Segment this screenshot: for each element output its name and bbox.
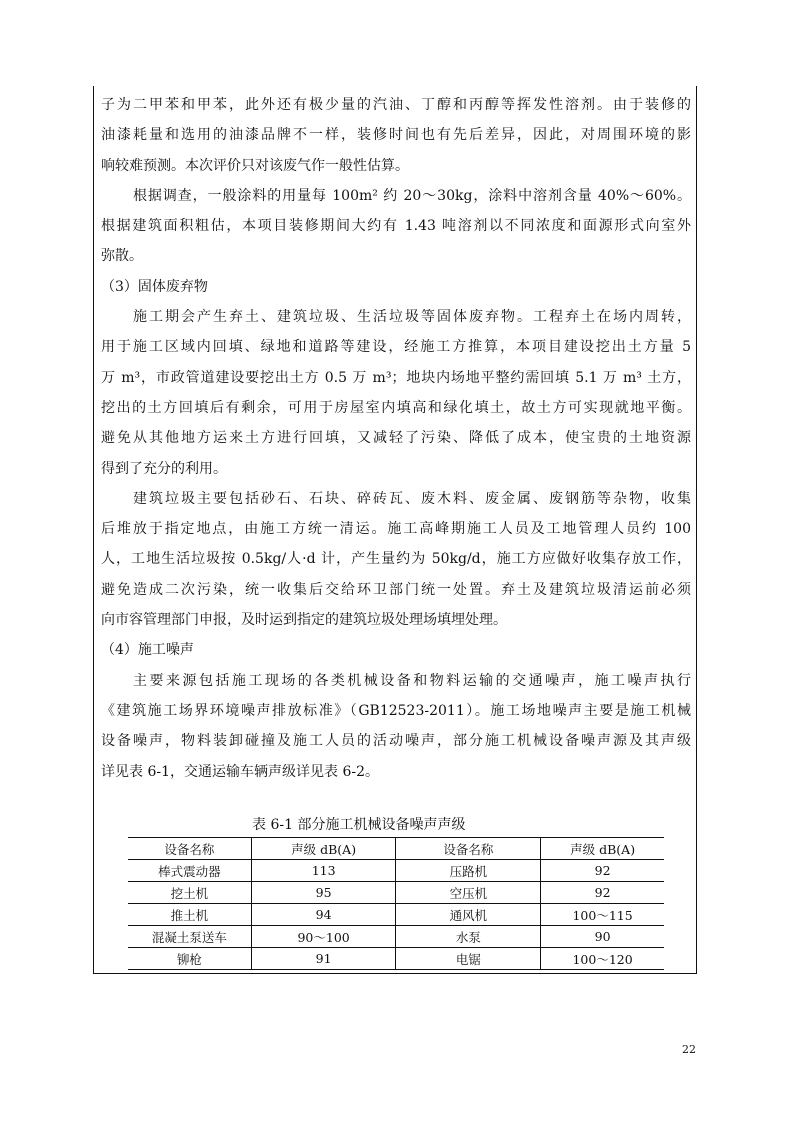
table-cell: 推土机 xyxy=(170,907,209,923)
text-line: （4）施工噪声 xyxy=(101,642,194,659)
text-line: 避免从其他地方运来土方进行回填，又减轻了污染、降低了成本，使宝贵的土地资源 xyxy=(101,430,691,447)
table-cell: 91 xyxy=(251,948,396,970)
text-line: 得到了充分的利用。 xyxy=(101,460,227,477)
table-row xyxy=(128,860,664,882)
paragraph xyxy=(101,484,691,635)
text-line: （3）固体废弃物 xyxy=(101,278,208,295)
table-cell: 空压机 xyxy=(396,882,541,904)
table-caption: 表 6-1 部分施工机械设备噪声声级 xyxy=(252,817,466,833)
text-line: 子为二甲苯和甲苯，此外还有极少量的汽油、丁醇和丙醇等挥发性溶剂。由于装修的 xyxy=(101,97,691,113)
table-cell: 电锯 xyxy=(396,948,541,970)
table-row xyxy=(128,882,664,904)
section-heading xyxy=(101,635,691,665)
text-line: 人，工地生活垃圾按 0.5kg/人·d 计，产生量约为 50kg/d，施工方应做好收集存放工作， xyxy=(101,551,691,568)
table-cell: 压路机 xyxy=(396,860,541,882)
table-cell: 通风机 xyxy=(396,904,541,926)
header-cell: 设备名称 xyxy=(164,841,215,857)
table-cell: 铆枪 xyxy=(176,951,202,967)
table-cell: 113 xyxy=(251,860,396,882)
header-cell: 声级 dB(A) xyxy=(541,838,664,860)
table-cell: 棒式震动器 xyxy=(158,863,221,879)
page-number: 22 xyxy=(682,1043,696,1056)
document-body xyxy=(101,90,691,787)
table-cell: 混凝土泵送车 xyxy=(151,929,227,945)
text-line: 用于施工区域内回填、绿地和道路等建设，经施工方推算，本项目建设挖出土方量 5 xyxy=(101,339,691,356)
paragraph xyxy=(101,666,691,787)
text-line: 主要来源包括施工现场的各类机械设备和物料运输的交通噪声，施工噪声执行 xyxy=(133,672,691,689)
text-line: 避免造成二次污染，统一收集后交给环卫部门统一处置。弃土及建筑垃圾清运前必须 xyxy=(101,581,691,598)
text-line: 建筑垃圾主要包括砂石、石块、碎砖瓦、废木料、废金属、废钢筋等杂物，收集 xyxy=(133,490,691,507)
paragraph xyxy=(101,181,691,272)
text-line: 油漆耗量和选用的油漆品牌不一样，装修时间也有先后差异，因此，对周围环境的影 xyxy=(101,127,691,144)
table-header-row xyxy=(128,838,664,860)
table-cell: 挖土机 xyxy=(170,885,209,901)
table-row xyxy=(128,948,664,970)
text-line: 万 m³，市政管道建设要挖出土方 0.5 万 m³；地块内场地平整约需回填 5.1 万 m³ 土方， xyxy=(101,369,691,386)
table-row xyxy=(128,926,664,948)
table-cell: 90～100 xyxy=(251,926,396,948)
text-line: 向市容管理部门申报，及时运到指定的建筑垃圾处理场填埋处理。 xyxy=(101,612,507,629)
header-cell: 声级 dB(A) xyxy=(251,838,396,860)
text-line: 《建筑施工场界环境噪声排放标准》（GB12523-2011）。施工场地噪声主要是施工机械 xyxy=(101,702,691,719)
text-line: 根据建筑面积粗估，本项目装修期间大约有 1.43 吨溶剂以不同浓度和面源形式向室外 xyxy=(101,218,691,235)
paragraph xyxy=(101,302,691,484)
text-line: 弥散。 xyxy=(101,248,143,265)
text-line: 挖出的土方回填后有剩余，可用于房屋室内填高和绿化填土，故土方可实现就地平衡。 xyxy=(101,399,691,416)
table-cell: 92 xyxy=(541,860,664,882)
table-cell: 100～120 xyxy=(541,948,664,970)
table-cell: 90 xyxy=(541,926,664,948)
text-line: 根据调查，一般涂料的用量每 100m² 约 20～30kg，涂料中溶剂含量 40%～60%。 xyxy=(133,187,691,204)
text-line: 设备噪声，物料装卸碰撞及施工人员的活动噪声，部分施工机械设备噪声源及其声级 xyxy=(101,733,691,750)
noise-level-table xyxy=(128,837,664,970)
table-cell: 100～115 xyxy=(541,904,664,926)
table-cell: 92 xyxy=(541,882,664,904)
text-line: 后堆放于指定地点，由施工方统一清运。施工高峰期施工人员及工地管理人员约 100 xyxy=(101,521,691,538)
section-heading xyxy=(101,272,691,302)
header-cell: 设备名称 xyxy=(396,838,541,860)
table-row xyxy=(128,904,664,926)
paragraph xyxy=(101,90,691,181)
text-line: 响较难预测。本次评价只对该废气作一般性估算。 xyxy=(101,157,409,174)
table-cell: 94 xyxy=(251,904,396,926)
table-cell: 95 xyxy=(251,882,396,904)
table-cell: 水泵 xyxy=(396,926,541,948)
text-line: 详见表 6-1，交通运输车辆声级详见表 6-2。 xyxy=(101,763,379,780)
text-line: 施工期会产生弃土、建筑垃圾、生活垃圾等固体废弃物。工程弃土在场内周转， xyxy=(133,309,691,326)
